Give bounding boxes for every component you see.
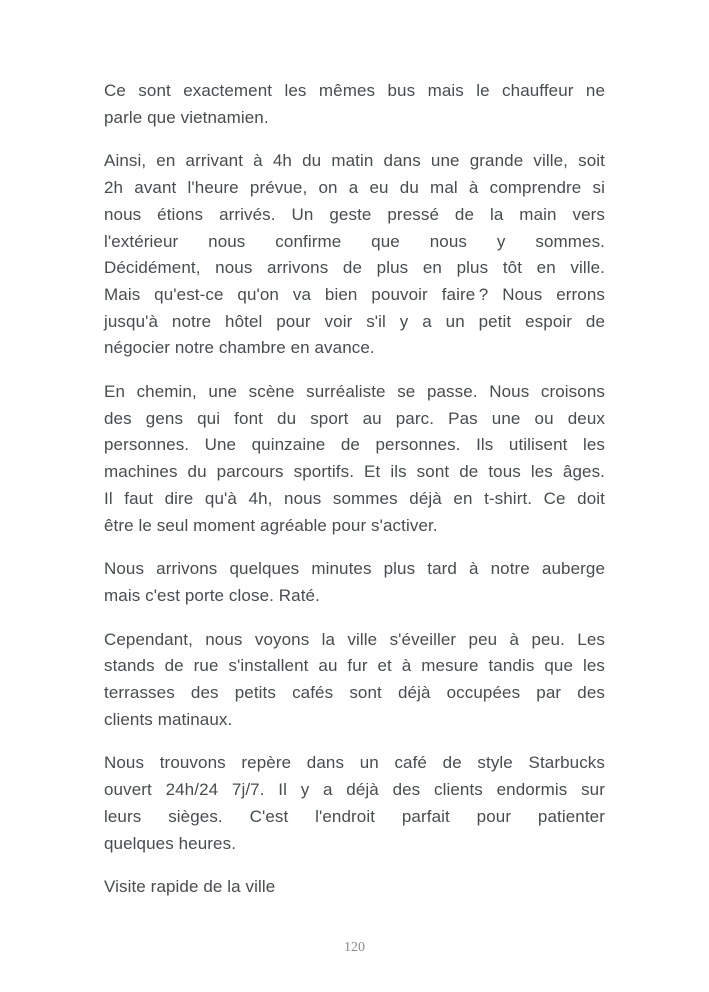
paragraph <box>104 627 605 734</box>
paragraph-line: leurs sièges. C'est l'endroit parfait pour patienter <box>104 806 605 826</box>
paragraph-line: Mais qu'est-ce qu'on va bien pouvoir faire ? Nous errons <box>104 284 605 304</box>
paragraph-line: En chemin, une scène surréaliste se passe. Nous croisons <box>104 382 605 402</box>
paragraph-line: stands de rue s'installent au fur et à mesure tandis que les <box>104 656 605 676</box>
paragraph-line: Nous arrivons quelques minutes plus tard à notre auberge <box>104 559 605 579</box>
paragraph-line: Ainsi, en arrivant à 4h du matin dans une grande ville, soit <box>104 151 605 171</box>
paragraph-line: Visite rapide de la ville <box>104 877 276 897</box>
paragraph-line: personnes. Une quinzaine de personnes. Ils utilisent les <box>104 435 605 455</box>
body-text <box>104 78 605 918</box>
paragraph-line: nous étions arrivés. Un geste pressé de la main vers <box>104 204 605 224</box>
paragraph-line: des gens qui font du sport au parc. Pas une ou deux <box>104 408 605 428</box>
paragraph-line: terrasses des petits cafés sont déjà occupées par des <box>104 683 605 703</box>
paragraph-line: l'extérieur nous confirme que nous y sommes. <box>104 231 605 251</box>
paragraph-line: quelques heures. <box>104 833 237 853</box>
paragraph-line: ouvert 24h/24 7j/7. Il y a déjà des clients endormis sur <box>104 780 605 800</box>
paragraph-line: être le seul moment agréable pour s'activer. <box>104 515 438 535</box>
page-number: 120 <box>344 940 365 955</box>
paragraph-line: Ce sont exactement les mêmes bus mais le chauffeur ne <box>104 81 605 100</box>
paragraph-line: clients matinaux. <box>104 709 233 729</box>
paragraph <box>104 750 605 857</box>
paragraph <box>104 556 605 609</box>
paragraph-line: jusqu'à notre hôtel pour voir s'il y a un petit espoir de <box>104 311 605 331</box>
paragraph <box>104 874 605 901</box>
paragraph-line: 2h avant l'heure prévue, on a eu du mal à comprendre si <box>104 178 605 198</box>
paragraph-line: machines du parcours sportifs. Et ils sont de tous les âges. <box>104 462 605 482</box>
paragraph-line: Il faut dire qu'à 4h, nous sommes déjà en t-shirt. Ce doit <box>104 488 605 508</box>
paragraph-line: négocier notre chambre en avance. <box>104 338 375 358</box>
paragraph <box>104 379 605 539</box>
paragraph-line: parle que vietnamien. <box>104 107 269 127</box>
paragraph-line: Nous trouvons repère dans un café de style Starbucks <box>104 753 605 773</box>
paragraph-line: mais c'est porte close. Raté. <box>104 585 320 605</box>
paragraph <box>104 78 605 131</box>
paragraph-line: Cependant, nous voyons la ville s'éveiller peu à peu. Les <box>104 629 605 649</box>
paragraph-line: Décidément, nous arrivons de plus en plus tôt en ville. <box>104 258 605 278</box>
paragraph <box>104 148 605 362</box>
